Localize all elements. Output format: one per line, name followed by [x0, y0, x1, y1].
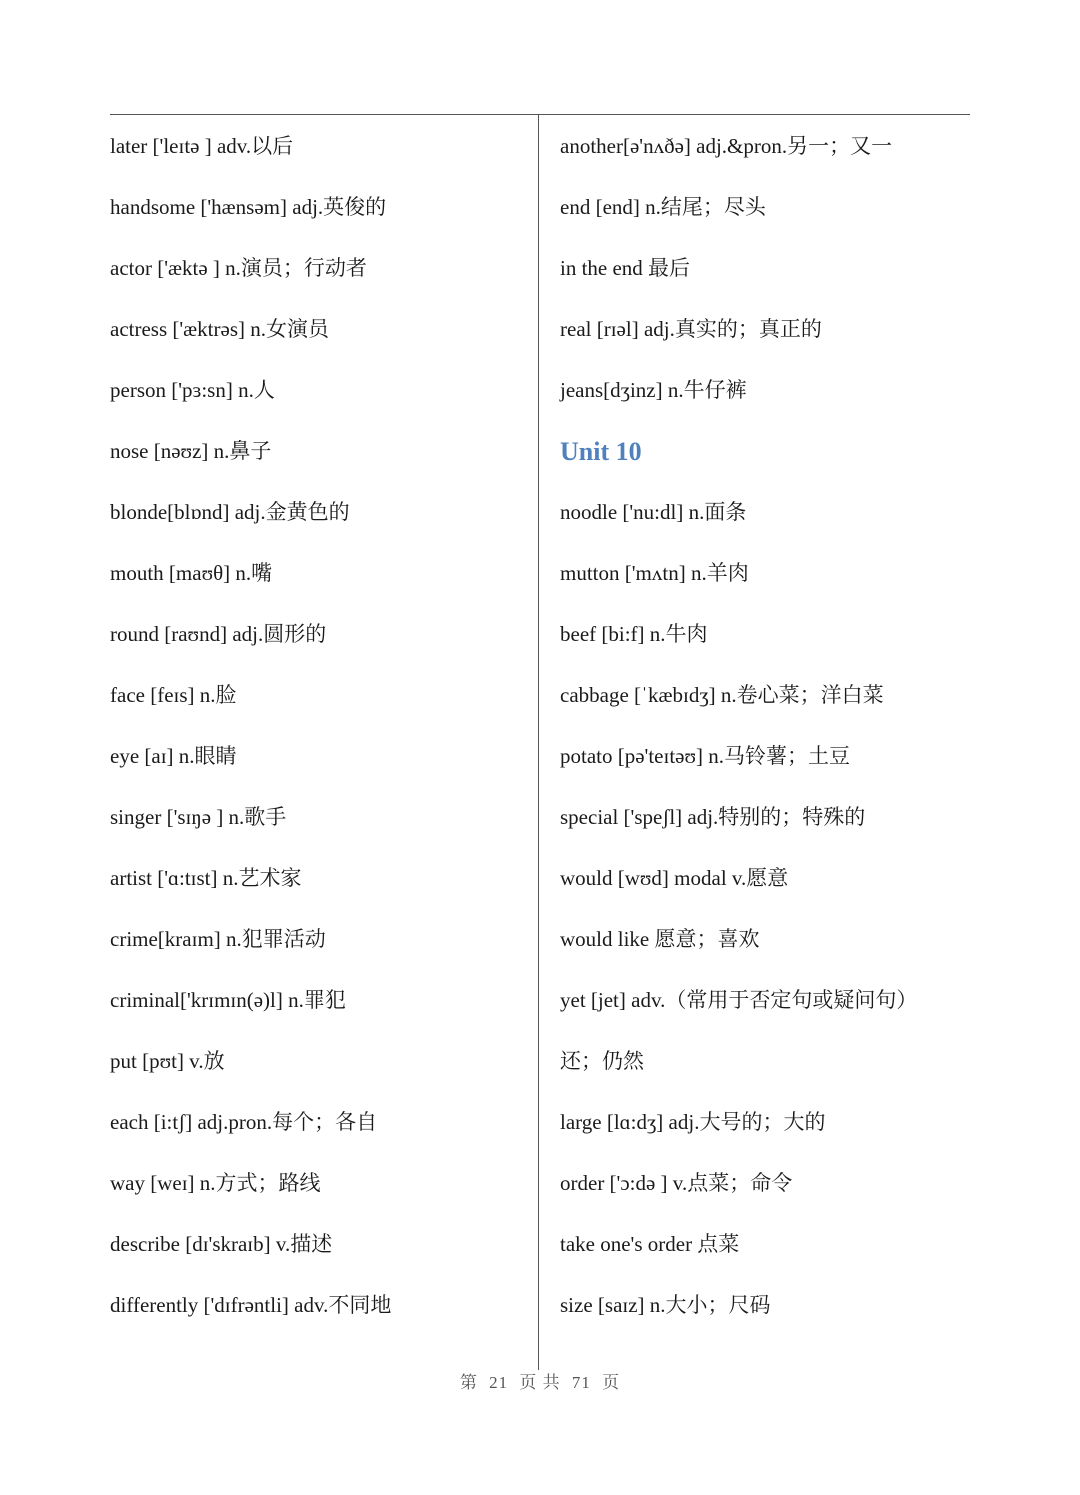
vocab-entry: cabbage [ˈkæbɪdʒ] n.卷心菜；洋白菜: [560, 683, 884, 707]
vocab-entry: eye [aɪ] n.眼睛: [110, 744, 237, 768]
vocab-entry: round [raʊnd] adj.圆形的: [110, 622, 327, 646]
vocab-entry: large [lɑ:dʒ] adj.大号的；大的: [560, 1110, 826, 1134]
right-column: [560, 116, 970, 1336]
vocab-entry: singer ['sɪŋə ] n.歌手: [110, 805, 287, 829]
vocab-entry: size [saɪz] n.大小；尺码: [560, 1293, 771, 1317]
top-rule: [110, 114, 970, 115]
vocab-entry: would [wʊd] modal v.愿意: [560, 866, 789, 890]
vocab-entry: way [weɪ] n.方式；路线: [110, 1171, 321, 1195]
vocab-entry: take one's order 点菜: [560, 1232, 740, 1256]
vocab-entry: special ['speʃl] adj.特别的；特殊的: [560, 805, 866, 829]
vocab-entry: crime[kraɪm] n.犯罪活动: [110, 927, 326, 951]
footer-mid: 页 共: [519, 1373, 561, 1392]
vocab-entry: beef [bi:f] n.牛肉: [560, 622, 708, 646]
footer-current-page: 21: [489, 1373, 509, 1392]
vocab-entry: end [end] n.结尾；尽头: [560, 195, 766, 219]
vocab-entry: face [feɪs] n.脸: [110, 683, 237, 707]
vocab-entry: differently ['dɪfrəntli] adv.不同地: [110, 1293, 392, 1317]
page-footer: [0, 1368, 1080, 1393]
vocab-entry: mouth [maʊθ] n.嘴: [110, 561, 273, 585]
vocab-entry: jeans[dʒinz] n.牛仔裤: [560, 378, 747, 402]
vocab-entry: artist ['ɑ:tɪst] n.艺术家: [110, 866, 302, 890]
vocab-entry: order ['ɔ:də ] v.点菜；命令: [560, 1171, 793, 1195]
vocab-entry: yet [jet] adv.（常用于否定句或疑问句）: [560, 988, 918, 1012]
vocab-entry: describe [dɪ'skraɪb] v.描述: [110, 1232, 333, 1256]
vocab-entry: noodle ['nu:dl] n.面条: [560, 500, 747, 524]
vocab-entry: nose [nəʊz] n.鼻子: [110, 439, 272, 463]
vocab-entry: another[ə'nʌðə] adj.&pron.另一；又一: [560, 134, 893, 158]
left-column: [110, 116, 530, 1336]
vocab-entry: actress ['æktrəs] n.女演员: [110, 317, 329, 341]
vocab-entry: handsome ['hænsəm] adj.英俊的: [110, 195, 387, 219]
vocab-entry: would like 愿意；喜欢: [560, 927, 760, 951]
footer-suffix: 页: [602, 1373, 621, 1392]
vocab-entry: actor ['æktə ] n.演员；行动者: [110, 256, 367, 280]
unit-heading: Unit 10: [560, 437, 642, 466]
vocab-entry: each [i:tʃ] adj.pron.每个；各自: [110, 1110, 378, 1134]
footer-prefix: 第: [459, 1373, 478, 1392]
vocab-entry: 还；仍然: [560, 1049, 644, 1073]
vocab-entry: blonde[blɒnd] adj.金黄色的: [110, 500, 350, 524]
column-divider: [538, 115, 539, 1370]
vocab-entry: criminal['krɪmɪn(ə)l] n.罪犯: [110, 988, 346, 1012]
vocab-entry: person ['pɜ:sn] n.人: [110, 378, 275, 402]
vocab-entry: mutton ['mʌtn] n.羊肉: [560, 561, 749, 585]
footer-total-pages: 71: [571, 1373, 591, 1392]
vocab-entry: put [pʊt] v.放: [110, 1049, 225, 1073]
vocab-entry: later ['leɪtə ] adv.以后: [110, 134, 294, 158]
vocab-entry: potato [pə'teɪtəʊ] n.马铃薯；土豆: [560, 744, 851, 768]
vocab-entry: real [rɪəl] adj.真实的；真正的: [560, 317, 822, 341]
vocab-entry: in the end 最后: [560, 256, 691, 280]
